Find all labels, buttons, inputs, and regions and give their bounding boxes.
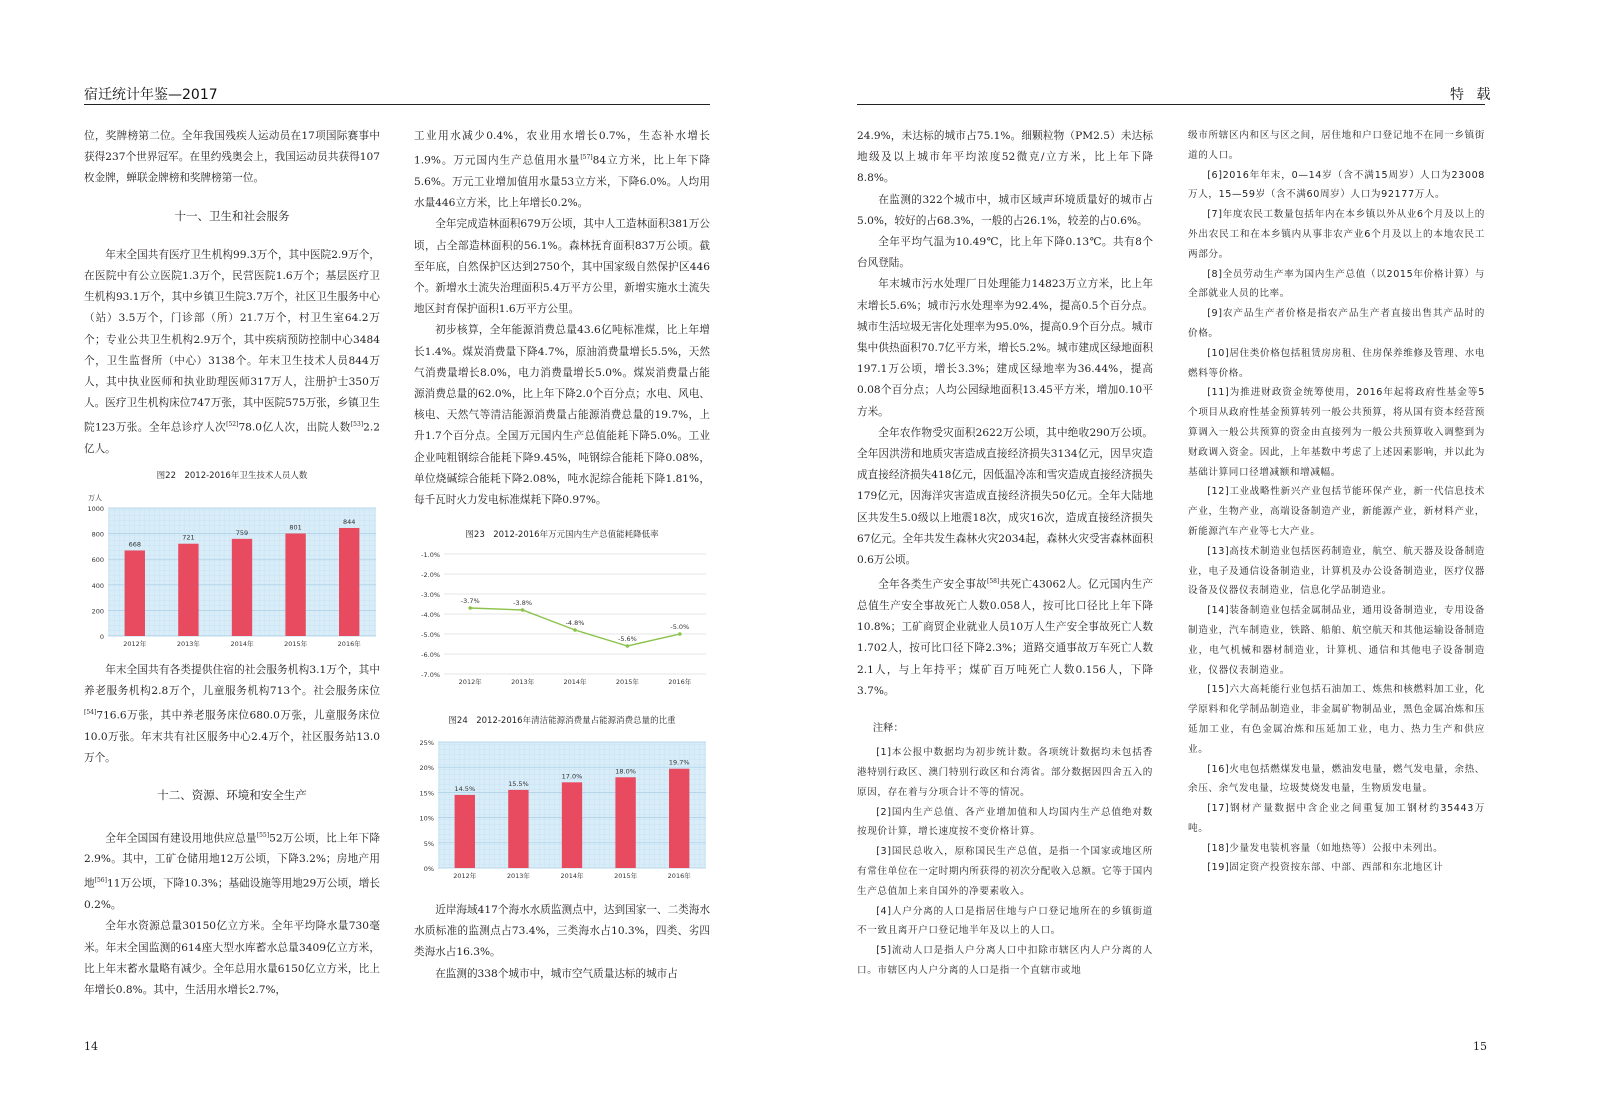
paragraph: 年末全国共有各类提供住宿的社会服务机构3.1万个，其中养老服务机构2.8万个，儿童服务机构713个。社会服务床位[54]716.6万张，其中养老服务床位680.0万张，儿童服务床位10.0万张。年末共有社区服务中心2.4万个，社区服务站13.0万个。 [84,663,380,765]
y-tick-label: 5% [423,839,434,848]
right-column-3 [857,126,1153,981]
left-running-header: 宿迁统计年鉴—2017 [84,87,218,103]
data-label: -5.6% [617,635,637,644]
data-label: 18.0% [615,767,636,776]
left-column-1 [84,126,380,1001]
right-column-4 [1188,126,1485,878]
data-label: -3.7% [460,597,480,606]
paragraph: 全年水资源总量30150亿立方米。全年平均降水量730毫米。年末全国监测的614座大型水库蓄水总量3409亿立方米，比上年末蓄水量略有减少。全年总用水量6150亿立方米，比上年增长0.8%。其中，生活用水增长2.7%， [84,920,380,997]
paragraph: 年末全国共有医疗卫生机构99.3万个，其中医院2.9万个，在医院中有公立医院1.3万个，民营医院1.6万个；基层医疗卫生机构93.1万个，其中乡镇卫生院3.7万个，社区卫生服务中心（站）3.5万个，门诊部（所）21.7万个，村卫生室64.2万个；专业公共卫生机构2.9万个，其中疾病预防控制中心3484个，卫生监督所（中心）3138个。年末卫生技术人员844万人，其中执业医师和执业助理医师317万人，注册护士350万人。医疗卫生机构床位747万张，其中医院575万张，乡镇卫生院123万张。全年总诊疗人次[52]78.0亿人次，出院人数[53]2.2亿人。 [84,248,380,456]
paragraph: 初步核算，全年能源消费总量43.6亿吨标准煤，比上年增长1.4%。煤炭消费量下降4.7%，原油消费量增长5.5%，天然气消费量增长8.0%，电力消费量增长5.0%。煤炭消费量占能源消费总量的62.0%，比上年下降2.0个百分点；水电、风电、核电、天然气等清洁能源消费量占能源消费总量的19.7%，上升1.7个百分点。全国万元国内生产总值能耗下降5.0%。工业企业吨粗钢综合能耗下降9.45%，吨钢综合能耗下降0.08%，单位烧碱综合能耗下降2.08%，吨水泥综合能耗下降1.81%，每千瓦时火力发电标准煤耗下降0.97%。 [414,324,710,506]
y-tick-label: 20% [419,763,434,772]
bar [455,795,475,868]
y-tick-label: 0% [423,864,434,873]
left-column-2 [414,126,710,985]
note-item: [9]农产品生产者价格是指农产品生产者直接出售其产品时的价格。 [1188,308,1485,339]
paragraph: 全年农作物受灾面积2622万公顷，其中绝收290万公顷。全年因洪涝和地质灾害造成直接经济损失3134亿元，因旱灾造成直接经济损失418亿元，因低温冷冻和雪灾造成直接经济损失179亿元，因海洋灾害造成直接经济损失50亿元。全年大陆地区共发生5.0级以上地震18次，成灾16次，造成直接经济损失67亿元。全年共发生森林火灾2034起，森林火灾受害森林面积0.6万公顷。 [857,426,1153,567]
note-item: [15]六大高耗能行业包括石油加工、炼焦和核燃料加工业，化学原料和化学制品制造业，非金属矿物制品业，黑色金属冶炼和压延加工业，有色金属冶炼和压延加工业，电力、热力生产和供应业。 [1188,684,1485,755]
bar [178,543,198,635]
x-tick-label: 2014年 [230,639,254,648]
figure-caption: 图24 2012-2016年清洁能源消费量占能源消费总量的比重 [448,715,676,726]
y-tick-label: -5.0% [421,631,440,640]
notes-heading: 注释： [872,722,904,735]
note-item: [7]年度农民工数量包括年内在本乡镇以外从业6个月及以上的外出农民工和在本乡镇内从事非农产业6个月及以上的本地农民工两部分。 [1188,209,1485,260]
notes-list [857,743,1153,981]
figure-22 [84,466,380,655]
left-header-rule [84,104,710,105]
x-tick-label: 2015年 [614,871,638,880]
bar [232,538,252,635]
note-item: [6]2016年年末，0—14岁（含不满15周岁）人口为23008万人，15—59岁（含不满60周岁）人口为92177万人。 [1188,169,1485,201]
x-tick-label: 2016年 [337,639,361,648]
data-point [678,633,682,637]
bar [669,769,689,868]
paragraph: 全年平均气温为10.49℃，比上年下降0.13℃。共有8个台风登陆。 [857,236,1153,270]
paragraph: 工业用水减少0.4%，农业用水增长0.7%，生态补水增长1.9%。万元国内生产总值用水量[57]84立方米，比上年下降5.6%。万元工业增加值用水量53立方米，下降6.0%。人均用水量446立方米，比上年增长0.2%。 [414,130,710,210]
data-label: 19.7% [668,758,690,767]
bar [339,528,359,636]
x-tick-label: 2016年 [667,871,691,880]
data-label: 801 [289,523,302,532]
data-label: -3.8% [513,599,533,608]
data-label: 15.5% [508,779,529,788]
y-tick-label: -3.0% [421,591,440,600]
data-label: 14.5% [454,784,476,793]
y-tick-label: -7.0% [421,671,440,680]
data-label: 721 [182,533,195,542]
y-tick-label: 10% [419,814,434,823]
data-point [573,629,577,633]
figure-23 [414,525,710,698]
y-tick-label: 400 [91,581,104,590]
note-item: [16]火电包括燃煤发电量，燃油发电量，燃气发电量，余热、余压、余气发电量，垃圾焚烧发电量，生物质发电量。 [1188,763,1485,795]
note-item: [14]装备制造业包括金属制品业，通用设备制造业，专用设备制造业，汽车制造业，铁路、船舶、航空航天和其他运输设备制造业，电气机械和器材制造业，计算机、通信和其他电子设备制造业，仪器仪表制造业。 [1188,605,1485,676]
y-tick-label: -4.0% [421,611,440,620]
x-tick-label: 2013年 [176,639,200,648]
paragraph: 全年完成造林面积679万公顷，其中人工造林面积381万公顷，占全部造林面积的56.1%。森林抚育面积837万公顷。截至年底，自然保护区达到2750个，其中国家级自然保护区446个。新增水土流失治理面积5.4万平方公里，新增实施水土流失地区封育保护面积1.6万平方公里。 [414,218,710,316]
data-label: -5.0% [670,623,690,632]
y-tick-label: 800 [91,530,104,539]
section-heading: 十一、卫生和社会服务 [174,208,290,223]
bar [615,777,635,868]
note-item: [1]本公报中数据均为初步统计数。各项统计数据均未包括香港特别行政区、澳门特别行政区和台湾省。部分数据因四舍五入的原因，存在着与分项合计不等的情况。 [857,747,1153,798]
note-item: [19]固定资产投资按东部、中部、西部和东北地区计 [1207,862,1444,874]
paragraph: 近岸海域417个海水水质监测点中，达到国家一、二类海水水质标准的监测点占73.4%，三类海水占10.3%，四类、劣四类海水占16.3%。 [414,904,710,959]
right-page [805,0,1609,1099]
paragraph: 在监测的322个城市中，城市区域声环境质量好的城市占5.0%，较好的占68.3%，一般的占26.1%，较差的占0.6%。 [857,193,1153,227]
note-item: [8]全员劳动生产率为国内生产总值（以2015年价格计算）与全部就业人员的比率。 [1188,268,1485,300]
paragraph: 位，奖牌榜第二位。全年我国残疾人运动员在17项国际赛事中获得237个世界冠军。在里约残奥会上，我国运动员共获得107枚金牌，蝉联金牌榜和奖牌榜第一位。 [84,130,380,185]
note-item: [13]高技术制造业包括医药制造业，航空、航天器及设备制造业，电子及通信设备制造业，计算机及办公设备制造业，医疗仪器设备及仪器仪表制造业，信息化学品制造业。 [1188,545,1485,597]
section-heading: 十二、资源、环境和安全生产 [157,788,307,803]
note-item: 级市所辖区内和区与区之间，居住地和户口登记地不在同一乡镇街道的人口。 [1188,130,1485,161]
y-tick-label: -1.0% [421,551,440,560]
note-item: [4]人户分离的人口是指居住地与户口登记地所在的乡镇街道不一致且离开户口登记地半年及以上的人口。 [857,905,1153,937]
left-page [0,0,804,1099]
x-tick-label: 2014年 [560,871,584,880]
note-item: [3]国民总收入，原称国民生产总值，是指一个国家或地区所有常住单位在一定时期内所获得的初次分配收入总额。它等于国内生产总值加上来自国外的净要素收入。 [857,846,1153,897]
y-tick-label: 25% [419,738,434,747]
note-item: [11]为推进财政资金统筹使用，2016年起将政府性基金等5个项目从政府性基金预算转列一般公共预算，将从国有资本经营预算调入一般公共预算的资金由直接列为一般公共预算收入调整到为财政调入资金。因此，上年基数中考虑了上述因素影响，并以此为基础计算同口径增减额和增减幅。 [1188,387,1485,478]
note-item: [5]流动人口是指人户分离人口中扣除市辖区内人户分离的人口。市辖区内人户分离的人口是指一个直辖市或地 [857,945,1153,976]
bar-chart-health-staff [84,490,380,648]
x-tick-label: 2014年 [563,678,587,687]
bar [562,782,582,868]
y-tick-label: -2.0% [421,571,440,580]
data-label: 668 [128,540,142,549]
bar [508,790,528,868]
paragraph: 全年全国国有建设用地供应总量[55]52万公顷，比上年下降2.9%。其中，工矿仓储用地12万公顷，下降3.2%；房地产用地[56]11万公顷，下降10.3%；基础设施等用地29万公顷，增长0.2%。 [84,831,381,912]
y-tick-label: 15% [419,789,434,798]
note-item: [17]钢材产量数据中含企业之间重复加工钢材约35443万吨。 [1188,803,1485,834]
page-number-left: 14 [84,1040,98,1053]
note-item: [12]工业战略性新兴产业包括节能环保产业，新一代信息技术产业，生物产业，高端设备制造产业，新能源产业，新材料产业，新能源汽车产业等七大产业。 [1188,486,1485,537]
y-tick-label: 1000 [87,504,104,513]
bar-chart-clean-energy-share [414,734,710,882]
x-tick-label: 2012年 [458,678,482,687]
data-point [521,609,525,613]
x-tick-label: 2013年 [506,871,530,880]
figure-caption: 图22 2012-2016年卫生技术人员人数 [156,471,308,482]
page-number-right: 15 [1473,1040,1487,1053]
data-label: 17.0% [561,772,583,781]
figure-24 [414,711,710,890]
line-chart-energy-intensity [414,548,710,690]
y-axis-unit: 万人 [88,493,102,502]
paragraph: 全年各类生产安全事故[58]共死亡43062人。亿元国内生产总值生产安全事故死亡人数0.058人，按可比口径比上年下降10.8%；工矿商贸企业就业人员10万人生产安全事故死亡人数1.702人，按可比口径下降2.3%；道路交通事故万车死亡人数2.1人，与上年持平；煤矿百万吨死亡人数0.156人，下降3.7%。 [857,578,1154,697]
x-tick-label: 2016年 [668,678,692,687]
note-item: [10]居住类价格包括租赁房房租、住房保养维修及管理、水电燃料等价格。 [1188,347,1485,379]
paragraph: 年末城市污水处理厂日处理能力14823万立方米，比上年末增长5.6%；城市污水处理率为92.4%，提高0.5个百分点。城市生活垃圾无害化处理率为95.0%，提高0.9个百分点。城市集中供热面积70.7亿平方米，增长5.2%。城市建成区绿地面积197.1万公顷，增长3.3%；建成区绿地率为36.44%，提高0.08个百分点；人均公园绿地面积13.45平方米，增加0.10平方米。 [857,278,1153,418]
bar [125,550,145,636]
bar [285,533,305,636]
paragraph: 24.9%，未达标的城市占75.1%。细颗粒物（PM2.5）未达标地级及以上城市年平均浓度52微克/立方米，比上年下降8.8%。 [857,130,1153,185]
figure-caption: 图23 2012-2016年万元国内生产总值能耗降低率 [465,530,659,541]
y-tick-label: 600 [91,555,104,564]
data-label: -4.8% [565,619,585,628]
paragraph: 在监测的338个城市中，城市空气质量达标的城市占 [435,967,678,980]
x-tick-label: 2013年 [511,678,535,687]
right-header-rule [857,104,1485,105]
data-point [468,607,472,611]
y-tick-label: -6.0% [421,651,440,660]
y-tick-label: 200 [91,606,104,615]
data-point [626,645,630,649]
x-tick-label: 2012年 [123,639,147,648]
x-tick-label: 2012年 [453,871,477,880]
x-tick-label: 2015年 [615,678,639,687]
x-tick-label: 2015年 [284,639,308,648]
right-running-header: 特 载 [1450,87,1495,103]
note-item: [2]国内生产总值、各产业增加值和人均国内生产总值绝对数按现价计算，增长速度按不变价格计算。 [857,806,1153,838]
data-label: 759 [235,528,249,537]
y-tick-label: 0 [99,632,104,641]
data-label: 844 [342,517,356,526]
note-item: [18]少量发电装机容量（如地热等）公报中未列出。 [1207,842,1444,854]
